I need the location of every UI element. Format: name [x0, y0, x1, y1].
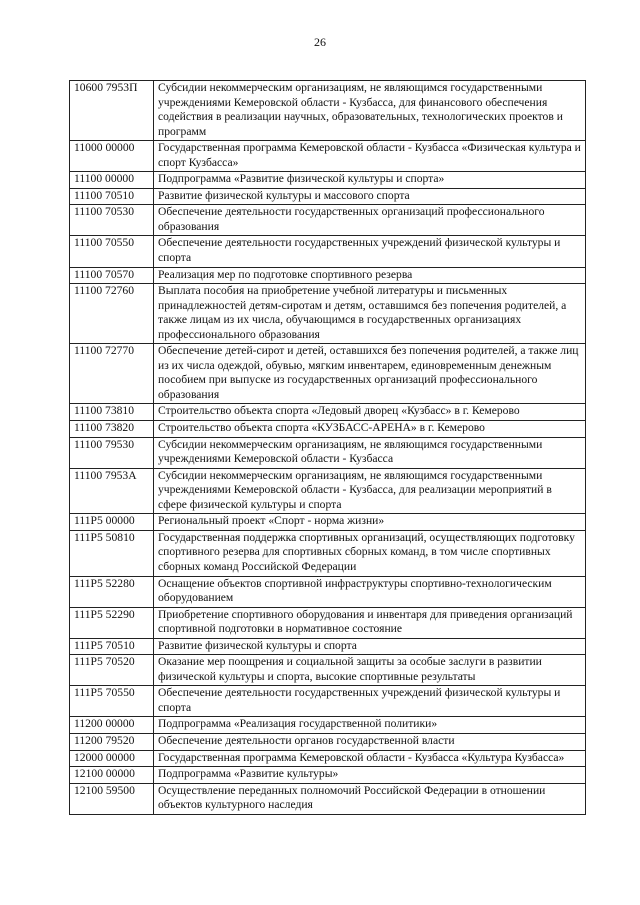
code-cell: 11100 00000: [70, 172, 154, 189]
table-row: [70, 188, 586, 205]
code-cell: 12000 00000: [70, 750, 154, 767]
code-cell: 11100 70510: [70, 188, 154, 205]
code-cell: 111P5 52290: [70, 607, 154, 638]
code-cell: 111P5 50810: [70, 530, 154, 576]
description-cell: Строительство объекта спорта «Ледовый дворец «Кузбасс» в г. Кемерово: [154, 404, 586, 421]
code-cell: 11000 00000: [70, 141, 154, 172]
table-row: [70, 750, 586, 767]
description-cell: Обеспечение деятельности органов государственной власти: [154, 733, 586, 750]
description-cell: Оснащение объектов спортивной инфраструктуры спортивно-технологическим оборудованием: [154, 576, 586, 607]
page-number: 26: [314, 35, 326, 49]
budget-classification-table: [69, 80, 586, 815]
table-row: [70, 783, 586, 814]
table-row: [70, 733, 586, 750]
table-row: [70, 404, 586, 421]
table-row: [70, 172, 586, 189]
description-cell: Реализация мер по подготовке спортивного резерва: [154, 267, 586, 284]
table-row: [70, 530, 586, 576]
table-row: [70, 655, 586, 686]
table-row: [70, 81, 586, 141]
code-cell: 12100 00000: [70, 767, 154, 784]
table-row: [70, 141, 586, 172]
code-cell: 11200 00000: [70, 717, 154, 734]
description-cell: Развитие физической культуры и спорта: [154, 638, 586, 655]
table-row: [70, 284, 586, 344]
description-cell: Обеспечение деятельности государственных учреждений физической культуры и спорта: [154, 236, 586, 267]
table-row: [70, 236, 586, 267]
table-row: [70, 205, 586, 236]
description-cell: Выплата пособия на приобретение учебной литературы и письменных принадлежностей детям-сиротам и детям, оставшимся без попечения родителей, а также лицам из их числа, обучающимся в государственных организациях профессионального образования: [154, 284, 586, 344]
table-body: [70, 81, 586, 815]
table-row: [70, 514, 586, 531]
description-cell: Развитие физической культуры и массового спорта: [154, 188, 586, 205]
description-cell: Государственная программа Кемеровской области - Кузбасса «Культура Кузбасса»: [154, 750, 586, 767]
code-cell: 11200 79520: [70, 733, 154, 750]
description-cell: Государственная программа Кемеровской области - Кузбасса «Физическая культура и спорт Кузбасса»: [154, 141, 586, 172]
description-cell: Субсидии некоммерческим организациям, не являющимся государственными учреждениями Кемеровской области - Кузбасса, для реализации мероприятий в сфере физической культуры и спорта: [154, 468, 586, 514]
table-row: [70, 576, 586, 607]
code-cell: 11100 79530: [70, 437, 154, 468]
code-cell: 12100 59500: [70, 783, 154, 814]
code-cell: 11100 72770: [70, 344, 154, 404]
table-row: [70, 344, 586, 404]
code-cell: 11100 73810: [70, 404, 154, 421]
table-row: [70, 607, 586, 638]
description-cell: Подпрограмма «Развитие культуры»: [154, 767, 586, 784]
code-cell: 11100 70570: [70, 267, 154, 284]
code-cell: 111P5 70550: [70, 686, 154, 717]
code-cell: 111P5 52280: [70, 576, 154, 607]
code-cell: 111P5 00000: [70, 514, 154, 531]
description-cell: Подпрограмма «Развитие физической культуры и спорта»: [154, 172, 586, 189]
code-cell: 11100 72760: [70, 284, 154, 344]
table-row: [70, 767, 586, 784]
table-row: [70, 468, 586, 514]
description-cell: Приобретение спортивного оборудования и инвентаря для приведения организаций спортивной подготовки в нормативное состояние: [154, 607, 586, 638]
table-row: [70, 638, 586, 655]
code-cell: 11100 7953А: [70, 468, 154, 514]
description-cell: Оказание мер поощрения и социальной защиты за особые заслуги в развитии физической культуры и спорта, высокие спортивные результаты: [154, 655, 586, 686]
code-cell: 111P5 70520: [70, 655, 154, 686]
description-cell: Государственная поддержка спортивных организаций, осуществляющих подготовку спортивного резерва для спортивных сборных команд, в том числе спортивных сборных команд Российской Федерации: [154, 530, 586, 576]
description-cell: Обеспечение детей-сирот и детей, оставшихся без попечения родителей, а также лиц из их числа одеждой, обувью, мягким инвентарем, единовременным денежным пособием при выпуске из государственных организаций профессионального образования: [154, 344, 586, 404]
code-cell: 11100 70550: [70, 236, 154, 267]
table-row: [70, 421, 586, 438]
table-row: [70, 686, 586, 717]
description-cell: Обеспечение деятельности государственных организаций профессионального образования: [154, 205, 586, 236]
description-cell: Субсидии некоммерческим организациям, не являющимся государственными учреждениями Кемеровской области - Кузбасса: [154, 437, 586, 468]
table-row: [70, 437, 586, 468]
description-cell: Строительство объекта спорта «КУЗБАСС-АРЕНА» в г. Кемерово: [154, 421, 586, 438]
description-cell: Подпрограмма «Реализация государственной политики»: [154, 717, 586, 734]
code-cell: 10600 7953П: [70, 81, 154, 141]
code-cell: 11100 73820: [70, 421, 154, 438]
table-row: [70, 267, 586, 284]
code-cell: 111P5 70510: [70, 638, 154, 655]
description-cell: Субсидии некоммерческим организациям, не являющимся государственными учреждениями Кемеровской области - Кузбасса, для финансового обеспечения содействия в реализации научных, образовательных, технологических проектов и программ: [154, 81, 586, 141]
description-cell: Региональный проект «Спорт - норма жизни»: [154, 514, 586, 531]
table-row: [70, 717, 586, 734]
description-cell: Обеспечение деятельности государственных учреждений физической культуры и спорта: [154, 686, 586, 717]
code-cell: 11100 70530: [70, 205, 154, 236]
description-cell: Осуществление переданных полномочий Российской Федерации в отношении объектов культурного наследия: [154, 783, 586, 814]
